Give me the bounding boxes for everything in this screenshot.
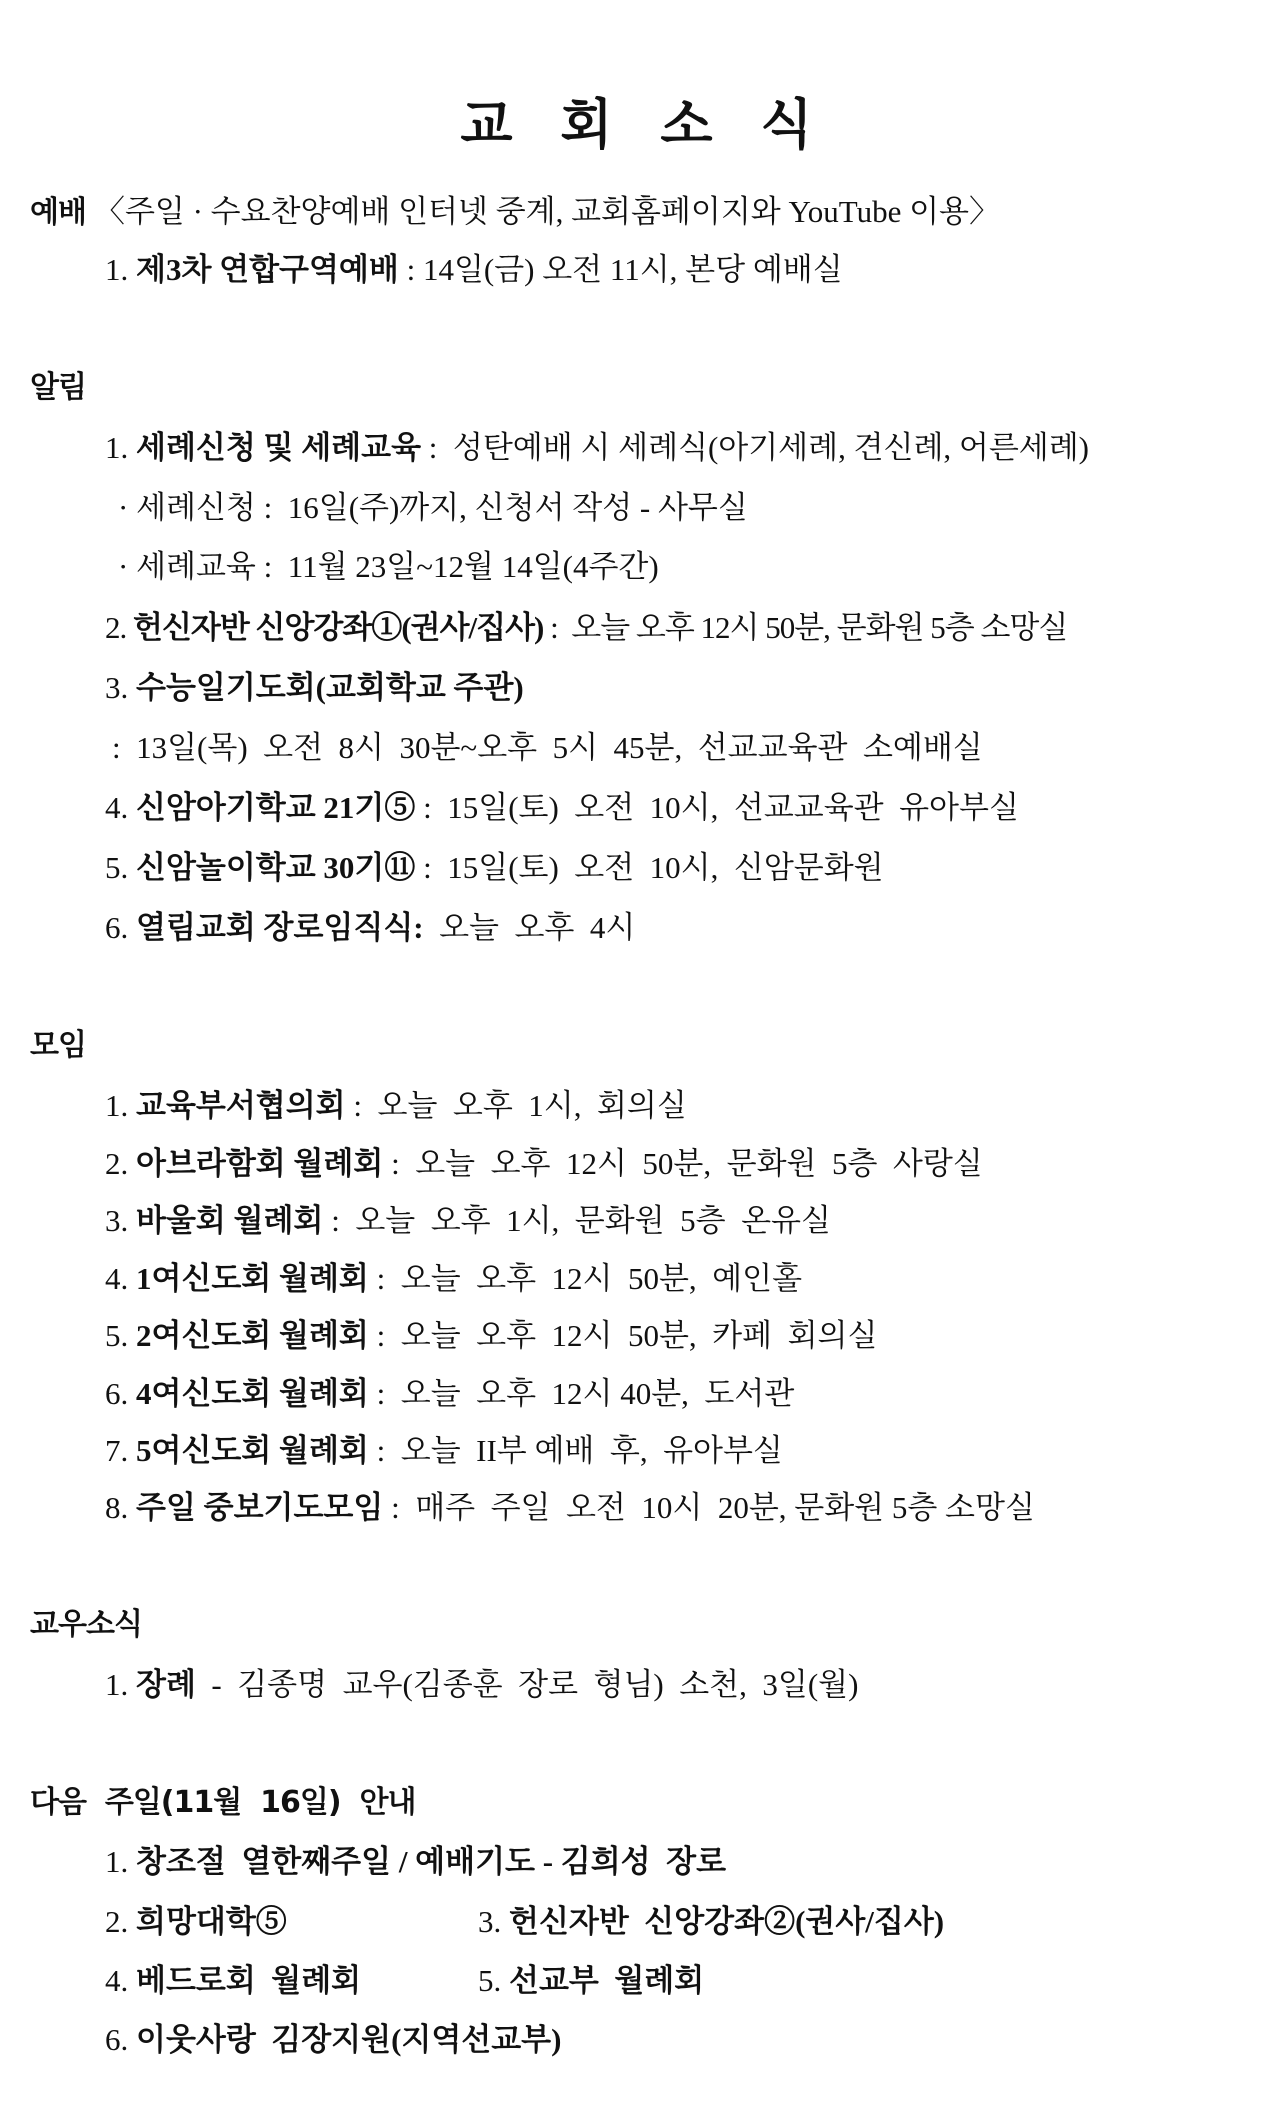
next-sunday-item-4 <box>105 1961 361 2001</box>
item-detail: : 13일(목) 오전 8시 30분~오후 5시 45분, 선교교육관 소예배실 <box>112 730 983 765</box>
section-worship-heading <box>30 192 1000 232</box>
item-label: 이웃사랑 김장지원(지역선교부) <box>136 2022 562 2057</box>
item-detail: 16일(주)까지, 신청서 작성 - 사무실 <box>287 490 748 525</box>
item-separator: : <box>543 610 572 645</box>
item-separator: : <box>398 252 423 287</box>
bullet-dot: · <box>118 490 129 525</box>
item-label: 세례신청 및 세례교육 <box>136 430 422 465</box>
item-label: 선교부 월례회 <box>509 1963 705 1998</box>
section-note: 〈주일 · 수요찬양예배 인터넷 중계, 교회홈페이지와 YouTube 이용〉 <box>93 194 1000 229</box>
item-detail: 오늘 오후 12시 50분, 예인홀 <box>400 1261 803 1296</box>
notice-item-1 <box>105 428 1089 468</box>
item-number: 6. <box>105 1376 129 1411</box>
item-detail: 오늘 오후 12시 50분, 문화원 5층 사랑실 <box>415 1146 983 1181</box>
notice-item-2 <box>105 608 1067 648</box>
item-detail: 매주 주일 오전 10시 20분, 문화원 5층 소망실 <box>415 1490 1035 1525</box>
item-detail: 15일(토) 오전 10시, 선교교육관 유아부실 <box>447 790 1019 825</box>
item-label: 교육부서협의회 <box>136 1088 346 1123</box>
notice-item-4 <box>105 788 1019 828</box>
meeting-item-6 <box>105 1374 794 1414</box>
item-separator: : <box>368 1261 401 1296</box>
item-detail: 오늘 오후 12시 50분, 문화원 5층 소망실 <box>571 610 1068 645</box>
item-number: 6. <box>105 910 129 945</box>
item-number: 3. <box>478 1904 502 1939</box>
item-detail: 오늘 오후 12시 40분, 도서관 <box>400 1376 795 1411</box>
meeting-item-8 <box>105 1488 1035 1528</box>
item-label: 헌신자반 신앙강좌①(권사/집사) <box>133 610 544 645</box>
section-heading-label: 모임 <box>30 1028 86 1063</box>
item-label: 세례교육 <box>136 549 256 584</box>
item-number: 8. <box>105 1490 129 1525</box>
section-heading-label: 교우소식 <box>30 1607 142 1642</box>
item-label: 장례 <box>136 1667 196 1702</box>
section-heading-label: 다음 주일(11월 16일) 안내 <box>30 1785 416 1820</box>
item-separator: : <box>323 1203 356 1238</box>
bullet-dot: · <box>118 549 129 584</box>
section-member-news-heading <box>30 1605 142 1645</box>
item-label: 아브라함회 월례회 <box>136 1146 384 1181</box>
notice-item-3-continuation <box>112 728 983 768</box>
item-number: 4. <box>105 1963 129 1998</box>
notice-item-5 <box>105 848 884 888</box>
item-detail: 11월 23일~12월 14일(4주간) <box>287 549 659 584</box>
item-label: 주일 중보기도모임 <box>136 1490 384 1525</box>
item-number: 3. <box>105 1203 129 1238</box>
item-detail: 14일(금) 오전 11시, 본당 예배실 <box>422 252 843 287</box>
item-label: 2여신도회 월례회 <box>136 1318 369 1353</box>
item-label: 바울회 월례회 <box>136 1203 324 1238</box>
item-separator: : <box>368 1376 401 1411</box>
section-heading-label: 예배 <box>30 195 86 230</box>
item-label: 열림교회 장로임직식: <box>136 910 424 945</box>
item-label: 신암아기학교 21기⑤ <box>136 790 416 825</box>
item-label: 1여신도회 월례회 <box>136 1261 369 1296</box>
item-separator: : <box>368 1433 401 1468</box>
item-detail: 오늘 II부 예배 후, 유아부실 <box>400 1433 783 1468</box>
notice-item-3 <box>105 668 524 708</box>
item-label: 수능일기도회(교회학교 주관) <box>136 670 524 705</box>
worship-item-1 <box>105 250 843 290</box>
meeting-item-1 <box>105 1086 687 1126</box>
section-heading-label: 알림 <box>30 370 86 405</box>
item-number: 4. <box>105 790 129 825</box>
item-number: 1. <box>105 1844 129 1879</box>
item-label: 세례신청 <box>136 490 256 525</box>
item-number: 1. <box>105 1088 129 1123</box>
item-number: 2. <box>105 1904 129 1939</box>
item-number: 7. <box>105 1433 129 1468</box>
item-detail: 오늘 오후 12시 50분, 카페 회의실 <box>400 1318 878 1353</box>
item-separator: : <box>255 549 288 584</box>
item-number: 3. <box>105 670 129 705</box>
item-separator <box>424 910 440 945</box>
item-separator: : <box>345 1088 378 1123</box>
section-meetings-heading <box>30 1026 86 1066</box>
item-label: 창조절 열한째주일 / 예배기도 - 김희성 장로 <box>136 1844 727 1879</box>
item-number: 1. <box>105 252 129 287</box>
item-number: 5. <box>105 850 129 885</box>
notice-subitem-baptism-application <box>118 488 748 528</box>
title-char: 회 <box>560 92 613 156</box>
item-detail: 오늘 오후 1시, 회의실 <box>377 1088 687 1123</box>
item-label: 헌신자반 신앙강좌②(권사/집사) <box>509 1904 945 1939</box>
item-separator: : <box>415 790 448 825</box>
next-sunday-item-1 <box>105 1842 726 1882</box>
item-number: 6. <box>105 2022 129 2057</box>
item-label: 베드로회 월례회 <box>136 1963 362 1998</box>
item-number: 5. <box>478 1963 502 1998</box>
section-notices-heading <box>30 368 86 408</box>
title-char: 소 <box>660 92 713 156</box>
next-sunday-item-3 <box>478 1902 944 1942</box>
item-separator: : <box>383 1146 416 1181</box>
item-number: 1. <box>105 1667 129 1702</box>
item-number: 5. <box>105 1318 129 1353</box>
item-number: 2. <box>105 610 127 645</box>
meeting-item-3 <box>105 1201 831 1241</box>
item-detail: 김종명 교우(김종훈 장로 형님) 소천, 3일(월) <box>237 1667 859 1702</box>
item-separator: : <box>383 1490 416 1525</box>
meeting-item-4 <box>105 1259 802 1299</box>
item-label: 신암놀이학교 30기⑪ <box>136 850 416 885</box>
item-separator: : <box>255 490 288 525</box>
item-number: 1. <box>105 430 129 465</box>
item-detail: 성탄예배 시 세례식(아기세례, 견신례, 어른세례) <box>452 430 1090 465</box>
meeting-item-5 <box>105 1316 877 1356</box>
item-separator: : <box>368 1318 401 1353</box>
item-number: 4. <box>105 1261 129 1296</box>
item-detail: 오늘 오후 4시 <box>439 910 636 945</box>
page-title <box>0 84 1273 156</box>
next-sunday-item-2 <box>105 1902 287 1942</box>
section-next-sunday-heading <box>30 1783 415 1823</box>
item-separator: : <box>415 850 448 885</box>
notice-item-6 <box>105 908 635 948</box>
title-char: 교 <box>460 92 513 156</box>
item-number: 2. <box>105 1146 129 1181</box>
notice-subitem-baptism-education <box>118 547 659 587</box>
item-detail: 오늘 오후 1시, 문화원 5층 온유실 <box>355 1203 831 1238</box>
item-label: 4여신도회 월례회 <box>136 1376 369 1411</box>
item-label: 5여신도회 월례회 <box>136 1433 369 1468</box>
next-sunday-item-5 <box>478 1961 704 2001</box>
item-detail: 15일(토) 오전 10시, 신암문화원 <box>447 850 884 885</box>
item-label: 희망대학⑤ <box>136 1904 287 1939</box>
member-news-item-1 <box>105 1665 858 1705</box>
meeting-item-2 <box>105 1144 983 1184</box>
meeting-item-7 <box>105 1431 783 1471</box>
next-sunday-item-6 <box>105 2020 561 2060</box>
item-separator: : <box>421 430 453 465</box>
title-char: 식 <box>760 92 813 156</box>
item-label: 제3차 연합구역예배 <box>136 252 399 287</box>
item-separator: - <box>195 1667 238 1702</box>
